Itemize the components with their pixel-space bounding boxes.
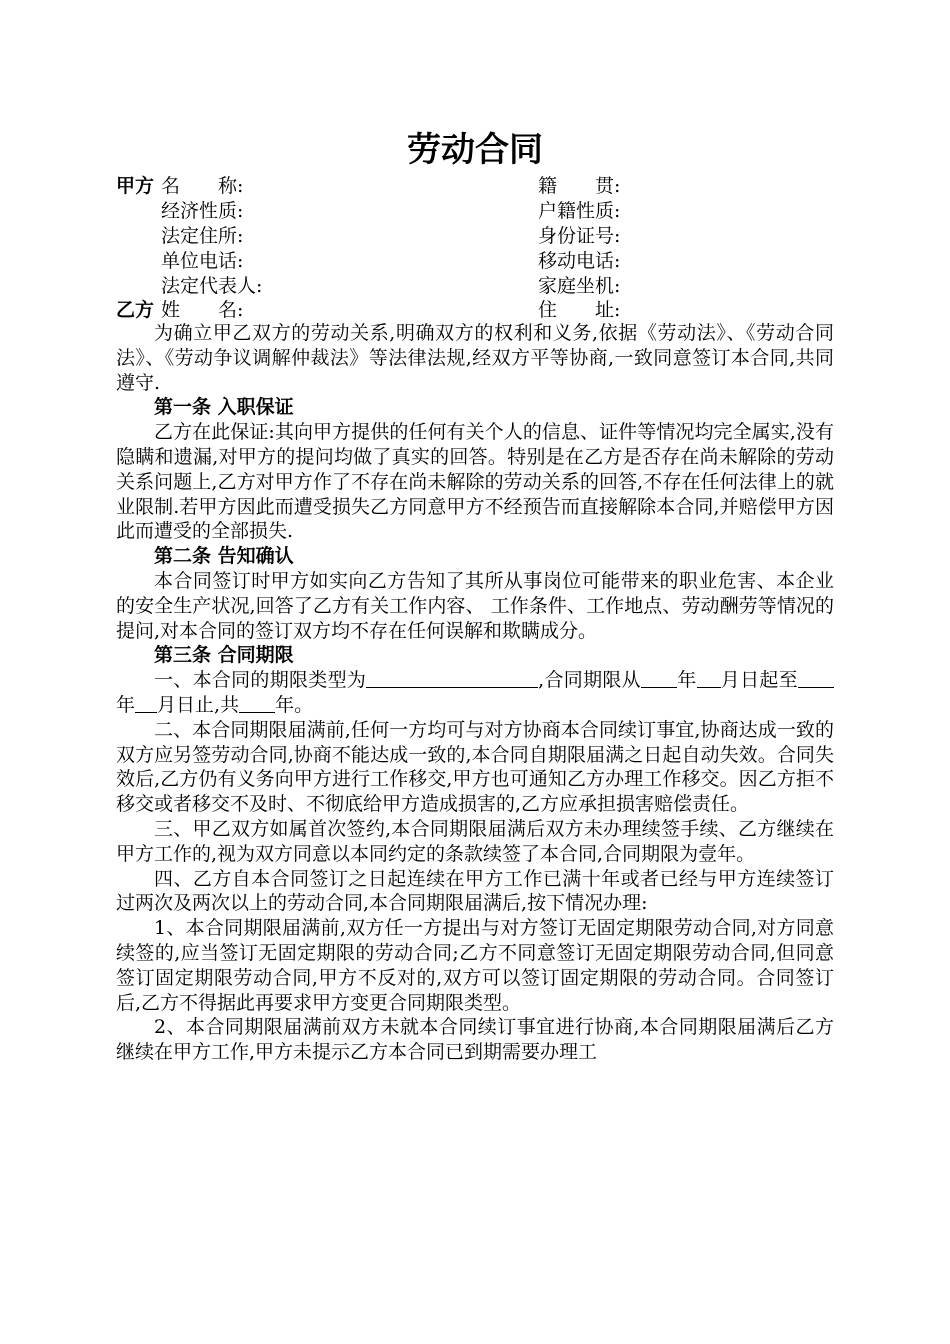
party-b-id-field: 身份证号: (538, 225, 621, 247)
subclause2-paragraph: 2、本合同期限届满前双方未就本合同续订事宜进行协商,本合同期限届满后乙方继续在甲方工作,甲方未提示乙方本合同已到期需要办理工 (116, 1016, 834, 1064)
start-year-blank[interactable] (641, 669, 677, 688)
party-b-household-field: 户籍性质: (538, 200, 621, 222)
start-month-blank[interactable] (697, 669, 721, 688)
contract-body (116, 321, 834, 1065)
party-a-phone-field: 单位电话: (161, 250, 244, 272)
party-a-label: 甲方 (116, 175, 155, 197)
total-years-blank[interactable] (239, 694, 275, 713)
party-a-address-field: 法定住所: (161, 225, 244, 247)
party-a-nature-field: 经济性质: (161, 200, 244, 222)
clause1-paragraph: 一、本合同的期限类型为 ,合同期限从 年 月日起至年 月日止,共 年。 (116, 668, 834, 718)
party-b-mobile-field: 移动电话: (538, 250, 621, 272)
clause4-paragraph: 四、乙方自本合同签订之日起连续在甲方工作已满十年或者已经与甲方连续签订过两次及两次以上的劳动合同,本合同期限届满后,按下情况办理: (116, 867, 834, 915)
party-b-address-field: 住 址: (538, 299, 621, 321)
article2-paragraph: 本合同签订时甲方如实向乙方告知了其所从事岗位可能带来的职业危害、本企业的安全生产状况,回答了乙方有关工作内容、 工作条件、工作地点、劳动酬劳等情况的提问,对本合同的签订双方均不存在任何误解和欺瞒成分。 (116, 569, 834, 642)
article1-heading: 第一条 入职保证 (154, 396, 294, 419)
article3-heading: 第三条 合同期限 (154, 644, 294, 667)
party-b-origin-field: 籍 贯: (538, 175, 621, 197)
party-a-name-field: 名 称: (161, 175, 244, 197)
party-b-label: 乙方 (116, 299, 155, 321)
article2-heading: 第二条 告知确认 (154, 545, 294, 568)
document-title: 劳动合同 (407, 130, 543, 170)
end-month-blank[interactable] (135, 694, 157, 713)
party-a-rep-field: 法定代表人: (161, 275, 263, 297)
contract-type-blank[interactable] (366, 669, 538, 688)
party-b-home-phone-field: 家庭坐机: (538, 275, 621, 297)
party-b-name-field: 姓 名: (161, 299, 244, 321)
intro-paragraph: 为确立甲乙双方的劳动关系,明确双方的权利和义务,依据《劳动法》、《劳动合同法》、《劳动争议调解仲裁法》等法律法规,经双方平等协商,一致同意签订本合同,共同遵守. (116, 322, 834, 394)
clause2-paragraph: 二、本合同期限届满前,任何一方均可与对方协商本合同续订事宜,协商达成一致的双方应另签劳动合同,协商不能达成一致的,本合同自期限届满之日起自动失效。合同失效后,乙方仍有义务向甲方进行工作移交,甲方也可通知乙方办理工作移交。因乙方拒不移交或者移交不及时、不彻底给甲方造成损害的,乙方应承担损害赔偿责任。 (116, 718, 834, 816)
clause3-paragraph: 三、甲乙双方如属首次签约,本合同期限届满后双方未办理续签手续、乙方继续在甲方工作的,视为双方同意以本同约定的条款续签了本合同,合同期限为壹年。 (116, 817, 834, 865)
subclause1-paragraph: 1、本合同期限届满前,双方任一方提出与对方签订无固定期限劳动合同,对方同意续签的,应当签订无固定期限的劳动合同;乙方不同意签订无固定期限劳动合同,但同意签订固定期限劳动合同,甲方不反对的,双方可以签订固定期限的劳动合同。合同签订后,乙方不得据此再要求甲方变更合同期限类型。 (116, 917, 834, 1014)
article1-paragraph: 乙方在此保证:其向甲方提供的任何有关个人的信息、证件等情况均完全属实,没有隐瞒和遗漏,对甲方的提问均做了真实的回答。特别是在乙方是否存在尚未解除的劳动关系问题上,乙方对甲方作了不存在尚未解除的劳动关系的回答,不存在任何法律上的就业限制.若甲方因此而遭受损失乙方同意甲方不经预告而直接解除本合同,并赔偿甲方因此而遭受的全部损失. (116, 421, 834, 543)
end-year-blank[interactable] (798, 669, 834, 688)
